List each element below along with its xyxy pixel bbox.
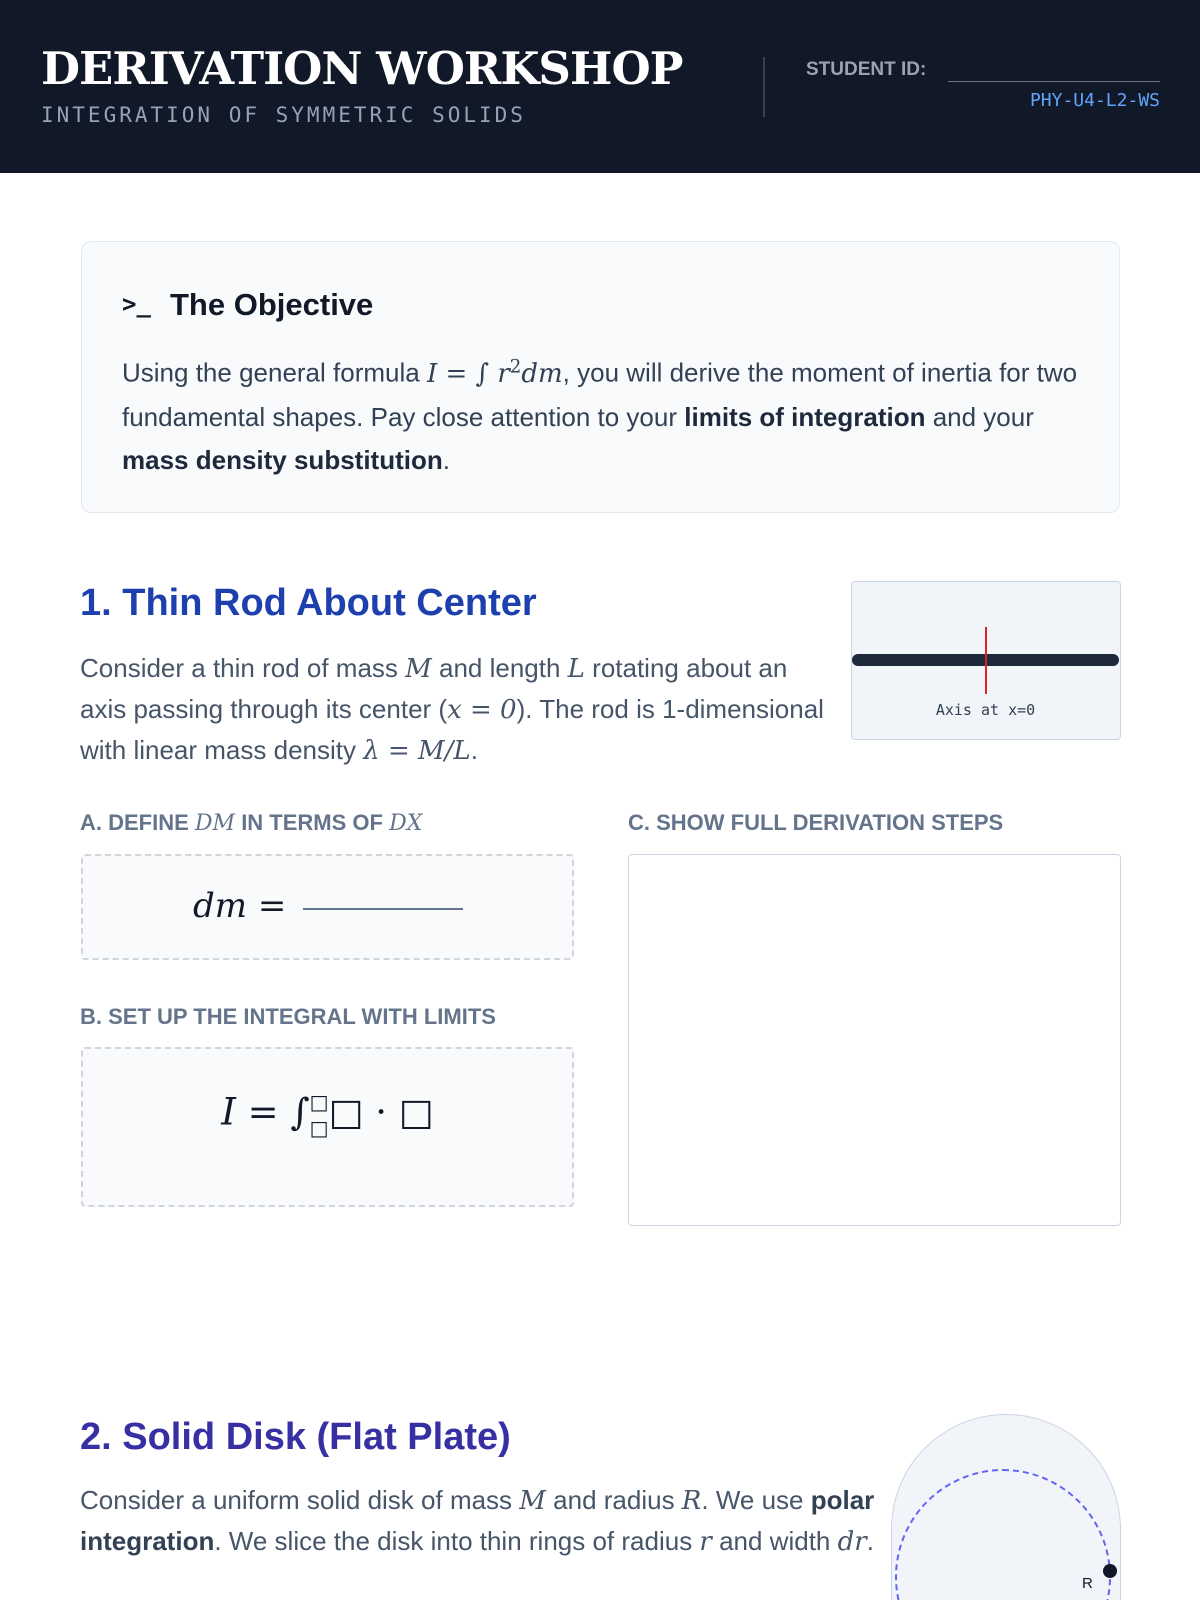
radius-label: R — [1082, 1575, 1093, 1592]
dm-answer-line[interactable] — [303, 908, 463, 910]
derivation-steps-area[interactable] — [628, 854, 1121, 1226]
upper-limit-slot[interactable]: □ — [309, 1090, 329, 1114]
page-header — [0, 0, 1200, 173]
terminal-prompt-icon: >_ — [122, 290, 151, 318]
student-id-field[interactable] — [948, 81, 1160, 82]
section-1-title: 1. Thin Rod About Center — [80, 582, 537, 624]
section-2-description: Consider a uniform solid disk of mass M and radius R. We use polar integration. We slice the disk into thin rings of radius r and width dr. — [80, 1485, 875, 1557]
page-title: DERIVATION WORKSHOP — [41, 42, 683, 95]
general-formula: I = ∫ $r^2dm$ — [426, 356, 563, 389]
student-id-label: STUDENT ID: — [806, 59, 927, 80]
integrand-slots[interactable]: □ · □ — [328, 1090, 434, 1134]
objective-title: The Objective — [170, 287, 374, 322]
part-c-label: C. SHOW FULL DERIVATION STEPS — [628, 810, 1004, 835]
lower-limit-slot[interactable]: □ — [309, 1116, 329, 1140]
section-2-title: 2. Solid Disk (Flat Plate) — [80, 1416, 511, 1458]
section-1-description: Consider a thin rod of mass M and length L rotating about an axis passing through its center (x = 0). The rod is 1-dimensional with linear mass density λ = M/L. — [80, 653, 824, 766]
rotation-axis-line — [985, 627, 987, 694]
disk-diagram — [891, 1414, 1121, 1600]
disk-ring-outline — [895, 1469, 1111, 1600]
objective-card — [81, 241, 1120, 513]
dm-expression: dm = — [193, 886, 287, 926]
part-a-label: A. DEFINE DM IN TERMS OF DX — [80, 810, 423, 836]
integral-answer-box[interactable] — [81, 1047, 574, 1207]
rod-diagram-caption: Axis at x=0 — [935, 701, 1036, 719]
radius-point — [1103, 1564, 1117, 1578]
worksheet-code: PHY-U4-L2-WS — [1029, 90, 1160, 111]
part-b-label: B. SET UP THE INTEGRAL WITH LIMITS — [80, 1004, 496, 1029]
objective-text: Using the general formula I = ∫ $r^2dm$, you will derive the moment of inertia for two fundamental shapes. Pay close attention to your limits of integration and your mass density substitution. — [122, 356, 1078, 475]
dm-answer-box[interactable] — [81, 854, 574, 960]
integral-template: I = ∫□ □□ · □ — [221, 1090, 434, 1140]
rod-diagram — [851, 581, 1121, 740]
page-subtitle: INTEGRATION OF SYMMETRIC SOLIDS — [41, 103, 526, 127]
header-divider — [763, 57, 765, 117]
